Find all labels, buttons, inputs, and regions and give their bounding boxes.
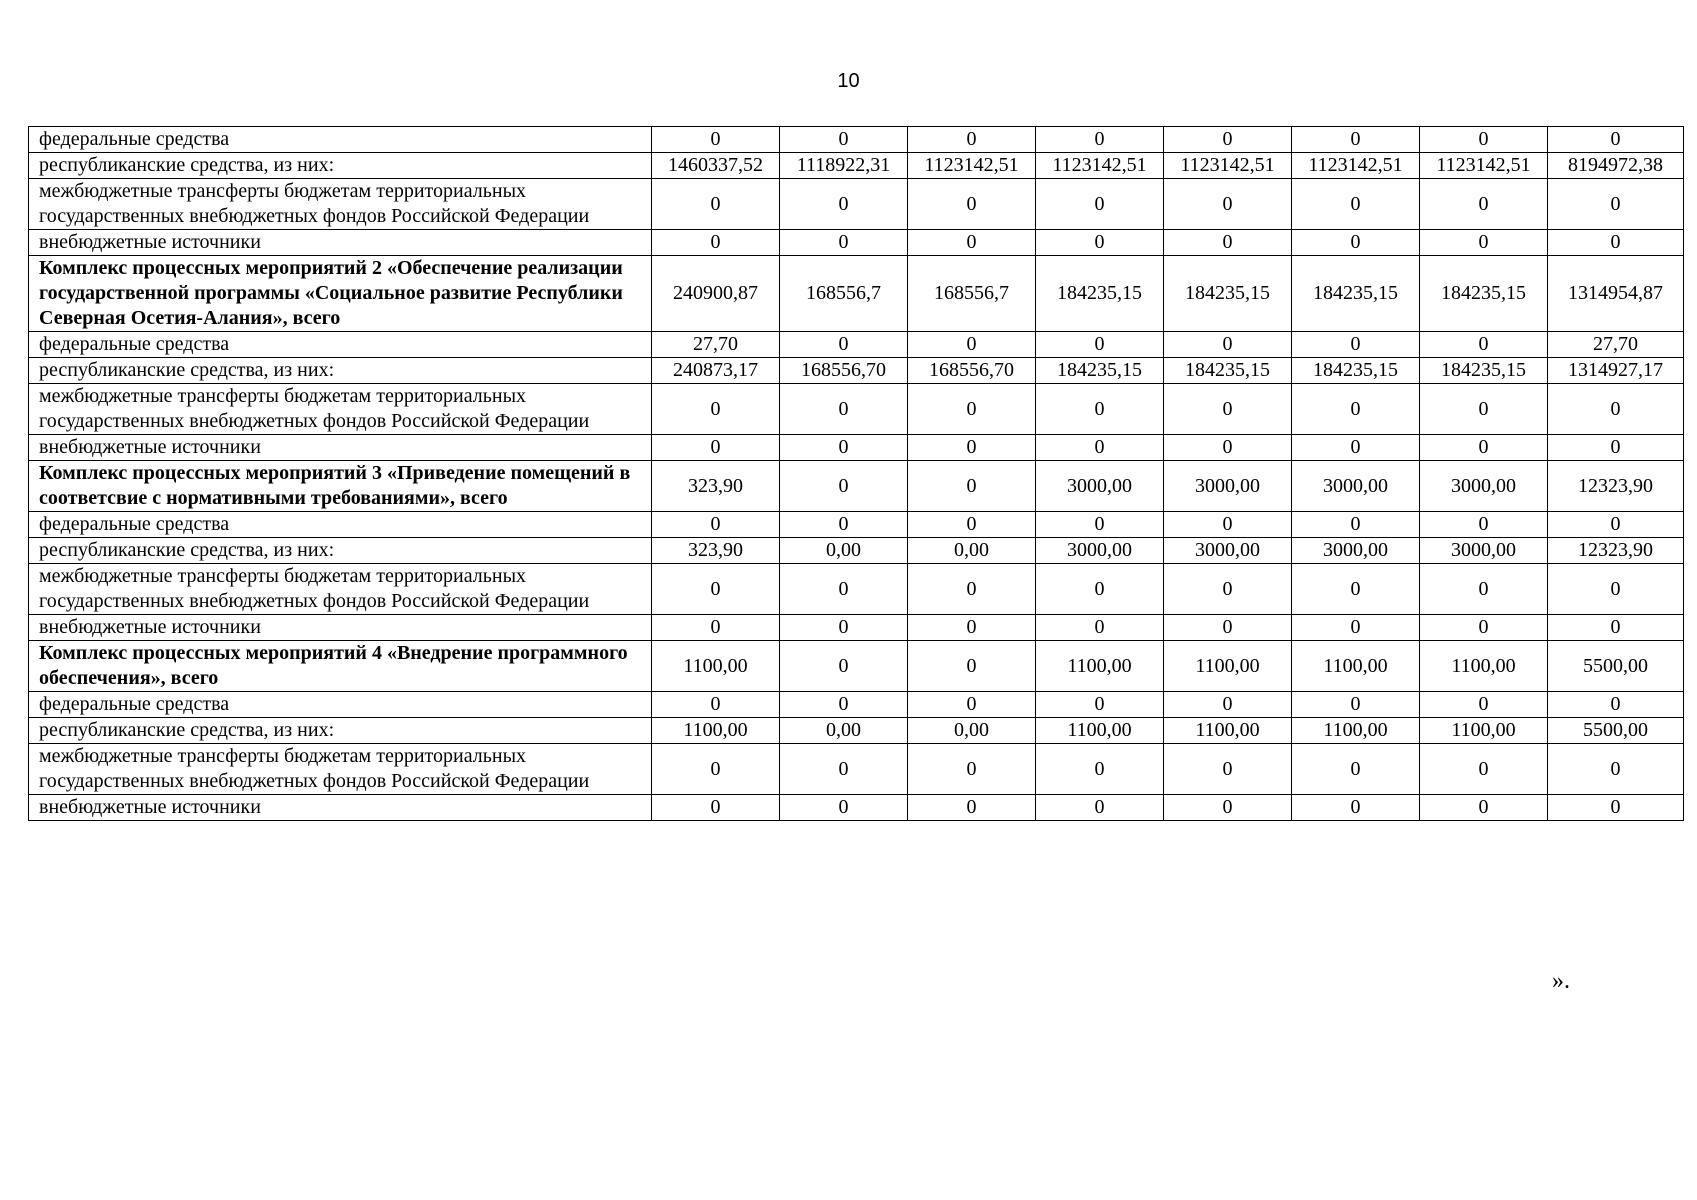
row-label: внебюджетные источники (29, 435, 652, 461)
value-cell: 0 (1548, 179, 1684, 230)
value-cell: 27,70 (652, 332, 780, 358)
value-cell: 0 (1292, 127, 1420, 153)
value-cell: 0 (908, 332, 1036, 358)
value-cell: 0 (780, 512, 908, 538)
value-cell: 0 (1292, 435, 1420, 461)
value-cell: 0 (908, 564, 1036, 615)
value-cell: 0 (908, 230, 1036, 256)
row-label: республиканские средства, из них: (29, 538, 652, 564)
table-row (29, 332, 1684, 358)
value-cell: 240900,87 (652, 256, 780, 332)
value-cell: 0 (908, 435, 1036, 461)
value-cell: 0 (1036, 512, 1164, 538)
value-cell: 0 (1036, 230, 1164, 256)
value-cell: 0 (1292, 744, 1420, 795)
value-cell: 0 (1420, 230, 1548, 256)
value-cell: 0 (1164, 179, 1292, 230)
value-cell: 0 (1036, 744, 1164, 795)
table-row (29, 230, 1684, 256)
value-cell: 323,90 (652, 461, 780, 512)
value-cell: 0 (1548, 615, 1684, 641)
value-cell: 0 (1164, 744, 1292, 795)
value-cell: 0 (780, 615, 908, 641)
row-label: внебюджетные источники (29, 615, 652, 641)
table-row (29, 795, 1684, 821)
table-row (29, 615, 1684, 641)
value-cell: 0 (1420, 795, 1548, 821)
value-cell: 0 (652, 512, 780, 538)
row-label: республиканские средства, из них: (29, 718, 652, 744)
value-cell: 0 (1420, 332, 1548, 358)
value-cell: 0 (1292, 615, 1420, 641)
section-total-row (29, 641, 1684, 692)
value-cell: 0 (1420, 564, 1548, 615)
value-cell: 0 (908, 384, 1036, 435)
value-cell: 0 (652, 564, 780, 615)
value-cell: 8194972,38 (1548, 153, 1684, 179)
value-cell: 1100,00 (1164, 641, 1292, 692)
row-label: Комплекс процессных мероприятий 3 «Приведение помещений в соответсвие с нормативными требованиями», всего (29, 461, 652, 512)
value-cell: 240873,17 (652, 358, 780, 384)
value-cell: 0 (652, 179, 780, 230)
value-cell: 0 (1164, 512, 1292, 538)
value-cell: 0 (908, 692, 1036, 718)
value-cell: 168556,70 (780, 358, 908, 384)
table-row (29, 153, 1684, 179)
value-cell: 0 (1548, 512, 1684, 538)
value-cell: 0 (1548, 692, 1684, 718)
value-cell: 184235,15 (1164, 256, 1292, 332)
value-cell: 0 (1164, 564, 1292, 615)
value-cell: 323,90 (652, 538, 780, 564)
value-cell: 0 (1292, 692, 1420, 718)
table-row (29, 358, 1684, 384)
value-cell: 0 (1420, 127, 1548, 153)
value-cell: 0 (908, 744, 1036, 795)
value-cell: 0 (1420, 384, 1548, 435)
value-cell: 0 (652, 435, 780, 461)
value-cell: 1100,00 (1292, 718, 1420, 744)
budget-table-body (29, 127, 1684, 821)
value-cell: 0 (1292, 332, 1420, 358)
value-cell: 0 (908, 615, 1036, 641)
value-cell: 1100,00 (1164, 718, 1292, 744)
value-cell: 0 (1164, 435, 1292, 461)
value-cell: 3000,00 (1036, 461, 1164, 512)
table-row (29, 512, 1684, 538)
value-cell: 12323,90 (1548, 461, 1684, 512)
row-label: межбюджетные трансферты бюджетам территориальных государственных внебюджетных фондов Российской Федерации (29, 564, 652, 615)
value-cell: 1314954,87 (1548, 256, 1684, 332)
row-label: внебюджетные источники (29, 795, 652, 821)
value-cell: 0 (1036, 615, 1164, 641)
value-cell: 3000,00 (1164, 461, 1292, 512)
value-cell: 0 (1036, 332, 1164, 358)
value-cell: 5500,00 (1548, 718, 1684, 744)
value-cell: 0,00 (780, 718, 908, 744)
value-cell: 0 (780, 692, 908, 718)
value-cell: 1123142,51 (1420, 153, 1548, 179)
value-cell: 0 (652, 692, 780, 718)
value-cell: 3000,00 (1292, 538, 1420, 564)
table-row (29, 179, 1684, 230)
value-cell: 168556,7 (780, 256, 908, 332)
row-label: межбюджетные трансферты бюджетам территориальных государственных внебюджетных фондов Российской Федерации (29, 179, 652, 230)
value-cell: 0 (1164, 230, 1292, 256)
value-cell: 0 (1036, 179, 1164, 230)
value-cell: 0 (908, 512, 1036, 538)
value-cell: 0 (780, 461, 908, 512)
value-cell: 3000,00 (1036, 538, 1164, 564)
value-cell: 0 (1548, 435, 1684, 461)
value-cell: 1100,00 (652, 718, 780, 744)
table-row (29, 564, 1684, 615)
table-row (29, 692, 1684, 718)
row-label: внебюджетные источники (29, 230, 652, 256)
value-cell: 3000,00 (1292, 461, 1420, 512)
value-cell: 0,00 (908, 718, 1036, 744)
value-cell: 0 (908, 461, 1036, 512)
value-cell: 3000,00 (1164, 538, 1292, 564)
value-cell: 0 (1548, 564, 1684, 615)
section-total-row (29, 461, 1684, 512)
value-cell: 0 (1548, 744, 1684, 795)
value-cell: 0 (780, 230, 908, 256)
value-cell: 0 (780, 435, 908, 461)
row-label: федеральные средства (29, 512, 652, 538)
value-cell: 1460337,52 (652, 153, 780, 179)
value-cell: 1100,00 (1420, 718, 1548, 744)
table-row (29, 127, 1684, 153)
value-cell: 184235,15 (1036, 256, 1164, 332)
value-cell: 0 (1036, 127, 1164, 153)
value-cell: 1100,00 (652, 641, 780, 692)
value-cell: 1118922,31 (780, 153, 908, 179)
value-cell: 0 (1548, 230, 1684, 256)
value-cell: 0 (1420, 512, 1548, 538)
value-cell: 1100,00 (1036, 718, 1164, 744)
value-cell: 168556,7 (908, 256, 1036, 332)
value-cell: 0 (1420, 179, 1548, 230)
table-row (29, 384, 1684, 435)
value-cell: 0 (1164, 384, 1292, 435)
value-cell: 1123142,51 (1036, 153, 1164, 179)
value-cell: 0 (1036, 435, 1164, 461)
row-label: федеральные средства (29, 332, 652, 358)
value-cell: 0 (652, 384, 780, 435)
row-label: межбюджетные трансферты бюджетам территориальных государственных внебюджетных фондов Российской Федерации (29, 744, 652, 795)
value-cell: 0 (1548, 127, 1684, 153)
value-cell: 1123142,51 (1164, 153, 1292, 179)
value-cell: 1123142,51 (1292, 153, 1420, 179)
value-cell: 0 (1036, 795, 1164, 821)
value-cell: 0 (1292, 795, 1420, 821)
value-cell: 0 (1292, 512, 1420, 538)
value-cell: 0 (780, 564, 908, 615)
value-cell: 0 (1036, 384, 1164, 435)
value-cell: 0 (1292, 384, 1420, 435)
section-total-row (29, 256, 1684, 332)
value-cell: 3000,00 (1420, 538, 1548, 564)
value-cell: 0 (652, 230, 780, 256)
value-cell: 0 (908, 795, 1036, 821)
value-cell: 0 (1164, 795, 1292, 821)
row-label: Комплекс процессных мероприятий 4 «Внедрение программного обеспечения», всего (29, 641, 652, 692)
value-cell: 0 (1164, 127, 1292, 153)
value-cell: 0 (652, 795, 780, 821)
table-row (29, 435, 1684, 461)
value-cell: 0 (652, 127, 780, 153)
row-label: федеральные средства (29, 692, 652, 718)
value-cell: 184235,15 (1164, 358, 1292, 384)
row-label: межбюджетные трансферты бюджетам территориальных государственных внебюджетных фондов Российской Федерации (29, 384, 652, 435)
value-cell: 0 (1420, 615, 1548, 641)
table-row (29, 538, 1684, 564)
value-cell: 0 (780, 744, 908, 795)
value-cell: 184235,15 (1292, 358, 1420, 384)
row-label: Комплекс процессных мероприятий 2 «Обеспечение реализации государственной программы «Социальное развитие Республики Северная Осетия-Алания», всего (29, 256, 652, 332)
value-cell: 1100,00 (1036, 641, 1164, 692)
value-cell: 0 (1420, 744, 1548, 795)
row-label: республиканские средства, из них: (29, 358, 652, 384)
value-cell: 0 (1548, 795, 1684, 821)
value-cell: 0 (1292, 564, 1420, 615)
value-cell: 0 (780, 641, 908, 692)
value-cell: 0 (1292, 230, 1420, 256)
value-cell: 0 (1164, 332, 1292, 358)
value-cell: 184235,15 (1292, 256, 1420, 332)
value-cell: 184235,15 (1420, 256, 1548, 332)
value-cell: 0 (652, 744, 780, 795)
value-cell: 0 (780, 795, 908, 821)
value-cell: 0 (780, 384, 908, 435)
value-cell: 0 (780, 332, 908, 358)
value-cell: 0 (1292, 179, 1420, 230)
value-cell: 0 (908, 641, 1036, 692)
value-cell: 0 (1036, 692, 1164, 718)
value-cell: 27,70 (1548, 332, 1684, 358)
value-cell: 0 (1164, 692, 1292, 718)
value-cell: 0 (1420, 692, 1548, 718)
budget-table (28, 126, 1684, 821)
value-cell: 1100,00 (1420, 641, 1548, 692)
row-label: федеральные средства (29, 127, 652, 153)
value-cell: 0 (780, 179, 908, 230)
value-cell: 1314927,17 (1548, 358, 1684, 384)
value-cell: 184235,15 (1036, 358, 1164, 384)
value-cell: 168556,70 (908, 358, 1036, 384)
value-cell: 0 (1036, 564, 1164, 615)
value-cell: 0,00 (908, 538, 1036, 564)
value-cell: 1100,00 (1292, 641, 1420, 692)
value-cell: 5500,00 (1548, 641, 1684, 692)
value-cell: 0 (1164, 615, 1292, 641)
value-cell: 184235,15 (1420, 358, 1548, 384)
row-label: республиканские средства, из них: (29, 153, 652, 179)
table-row (29, 744, 1684, 795)
value-cell: 0 (1420, 435, 1548, 461)
value-cell: 0,00 (780, 538, 908, 564)
value-cell: 0 (780, 127, 908, 153)
value-cell: 0 (908, 127, 1036, 153)
value-cell: 12323,90 (1548, 538, 1684, 564)
value-cell: 3000,00 (1420, 461, 1548, 512)
value-cell: 1123142,51 (908, 153, 1036, 179)
closing-quote-mark: ». (1552, 968, 1570, 994)
table-row (29, 718, 1684, 744)
value-cell: 0 (652, 615, 780, 641)
value-cell: 0 (908, 179, 1036, 230)
value-cell: 0 (1548, 384, 1684, 435)
page-number: 10 (837, 70, 860, 92)
